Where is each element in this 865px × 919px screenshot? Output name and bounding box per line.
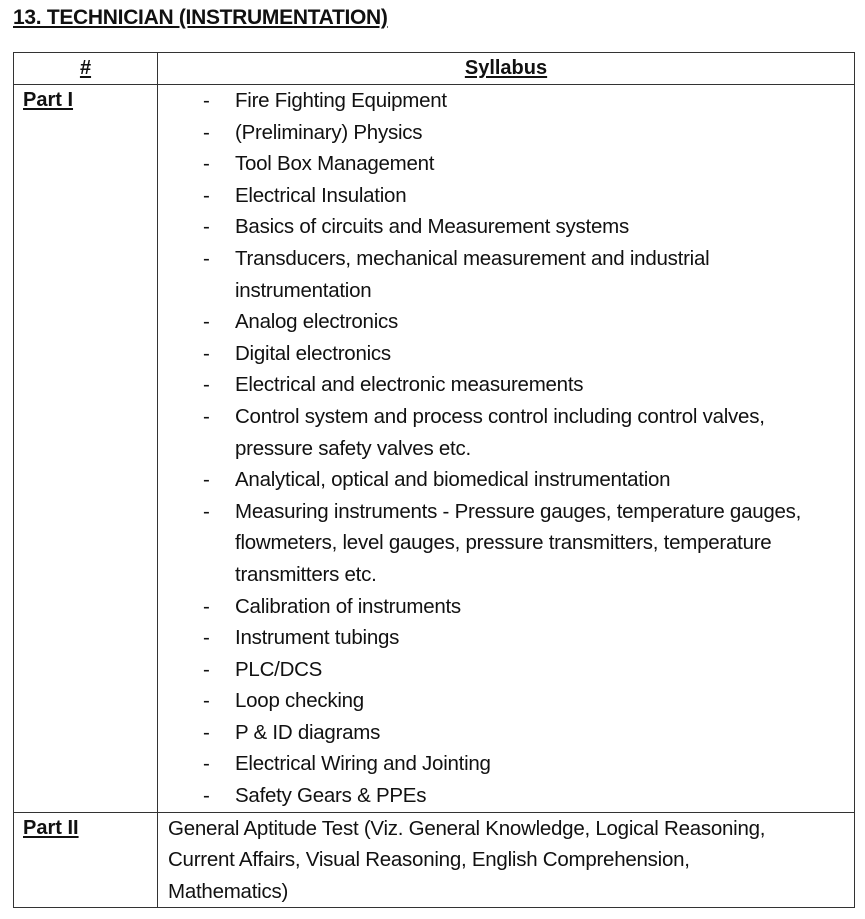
dash-bullet-icon: - <box>203 246 210 270</box>
topic-item: - Electrical Insulation <box>158 180 854 212</box>
topic-item: - Electrical Wiring and Jointing <box>158 748 854 780</box>
dash-bullet-icon: - <box>203 689 210 713</box>
topic-item: - Instrument tubings <box>158 622 854 654</box>
topic-item: - Tool Box Management <box>158 148 854 180</box>
topic-item: - Transducers, mechanical measurement and industrial instrumentation <box>158 243 854 306</box>
dash-bullet-icon: - <box>203 152 210 176</box>
dash-bullet-icon: - <box>203 89 210 112</box>
topic-item: - Basics of circuits and Measurement systems <box>158 211 854 243</box>
topic-item: - Measuring instruments - Pressure gauges, temperature gauges, flowmeters, level gauges, pressure transmitters, temperature transmitters etc. <box>158 496 854 591</box>
dash-bullet-icon: - <box>203 657 210 681</box>
part-2-label: Part II <box>23 816 79 839</box>
dash-bullet-icon: - <box>203 404 210 428</box>
part-1-topic-list <box>158 85 854 812</box>
topic-item: - P & ID diagrams <box>158 717 854 749</box>
dash-bullet-icon: - <box>203 720 210 744</box>
dash-bullet-icon: - <box>203 626 210 650</box>
part-2-description: General Aptitude Test (Viz. General Knowledge, Logical Reasoning, Current Affairs, Visual Reasoning, English Comprehension, Mathematics) <box>158 812 855 908</box>
part-1-label-cell <box>14 85 158 813</box>
topic-item: - Electrical and electronic measurements <box>158 369 854 401</box>
table-header-row <box>14 53 855 85</box>
dash-bullet-icon: - <box>203 499 210 523</box>
dash-bullet-icon: - <box>203 594 210 618</box>
dash-bullet-icon: - <box>203 215 210 239</box>
topic-item: - Digital electronics <box>158 338 854 370</box>
dash-bullet-icon: - <box>203 784 210 808</box>
part-1-label: Part I <box>23 89 74 111</box>
topic-item: - Fire Fighting Equipment <box>158 85 854 117</box>
column-header-number: # <box>14 53 158 85</box>
topic-item: - Calibration of instruments <box>158 591 854 623</box>
topic-item: - (Preliminary) Physics <box>158 117 854 149</box>
dash-bullet-icon: - <box>203 183 210 207</box>
syllabus-table <box>13 52 855 908</box>
topic-item: - Control system and process control including control valves, pressure safety valves etc. <box>158 401 854 464</box>
topic-item: - Loop checking <box>158 685 854 717</box>
part-2-label-cell <box>14 812 158 908</box>
column-header-syllabus: Syllabus <box>158 53 855 85</box>
dash-bullet-icon: - <box>203 752 210 776</box>
dash-bullet-icon: - <box>203 310 210 334</box>
document-title: 13. TECHNICIAN (INSTRUMENTATION) <box>13 6 388 29</box>
topic-item: - Safety Gears & PPEs <box>158 780 854 812</box>
table-row-part-1 <box>14 85 855 813</box>
dash-bullet-icon: - <box>203 468 210 492</box>
topic-item: - Analytical, optical and biomedical instrumentation <box>158 464 854 496</box>
topic-item: - PLC/DCS <box>158 654 854 686</box>
dash-bullet-icon: - <box>203 120 210 144</box>
dash-bullet-icon: - <box>203 373 210 397</box>
part-1-topics-cell <box>158 85 855 813</box>
dash-bullet-icon: - <box>203 341 210 365</box>
topic-item: - Analog electronics <box>158 306 854 338</box>
table-row-part-2 <box>14 812 855 908</box>
